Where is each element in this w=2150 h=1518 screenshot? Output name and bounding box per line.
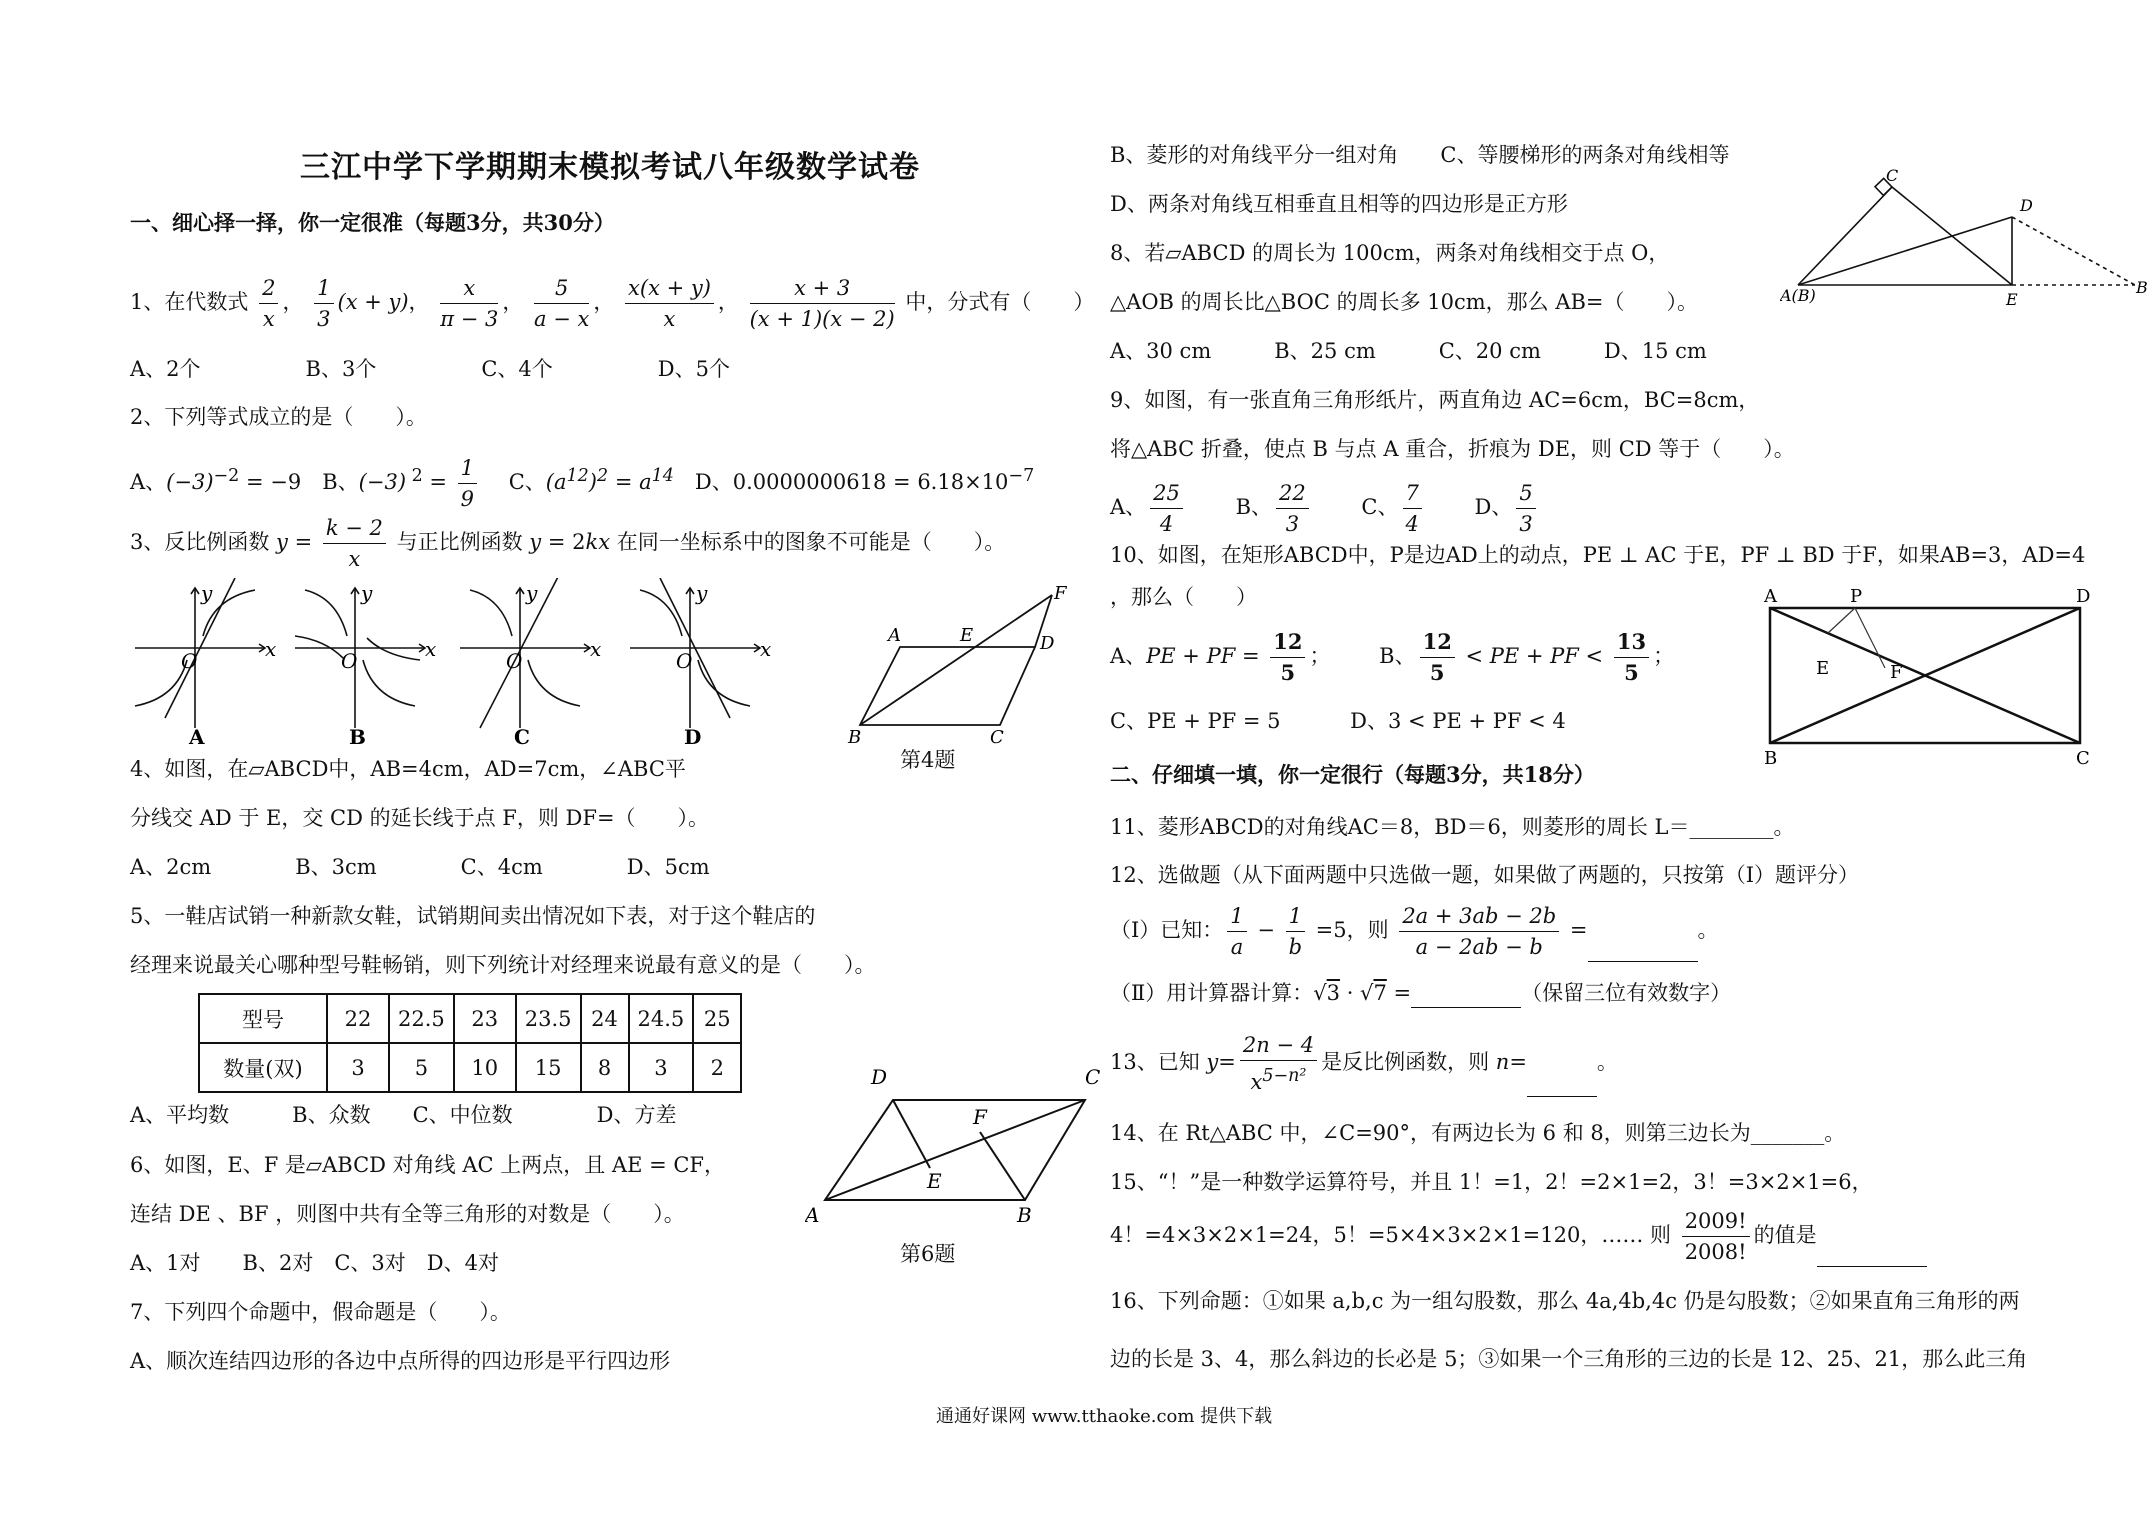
- q10-label-b: B: [1764, 748, 1778, 768]
- q3-label-b: B: [349, 725, 366, 748]
- q16-line-2: 边的长是 3、4，那么斜边的长必是 5；③如果一个三角形的三边的长是 12、25、21，那么此三角: [1110, 1347, 2028, 1371]
- q15-line-2: 4！=4×3×2×1=24，5！=5×4×3×2×1=120，…… 则 $\frac{2009!}{2008!}$ 的值是: [1110, 1205, 1927, 1267]
- q9-label-e: E: [2006, 290, 2018, 309]
- q9-line-2: 将△ABC 折叠，使点 B 与点 A 重合，折痕为 DE，则 CD 等于（ ）。: [1110, 437, 1795, 461]
- svg-text:O: O: [181, 649, 198, 673]
- q10-line-1: 10、如图，在矩形ABCD中，P是边AD上的动点，PE ⊥ AC 于E，PF ⊥ BD 于F，如果AB=3，AD=4: [1110, 543, 2086, 567]
- q1-options: A、2个 B、3个 C、4个 D、5个: [130, 357, 730, 381]
- q3-label-a: A: [189, 725, 205, 748]
- q9-label-b: B: [2136, 278, 2148, 297]
- q10-option-d: D、3 < PE + PF < 4: [1350, 709, 1566, 733]
- q7-option-bc: B、菱形的对角线平分一组对角 C、等腰梯形的两条对角线相等: [1110, 143, 1730, 167]
- table-cell: 25: [693, 994, 741, 1043]
- q14: 14、在 Rt△ABC 中，∠C=90°，有两边长为 6 和 8，则第三边长为_______。: [1110, 1121, 1846, 1145]
- svg-text:x: x: [590, 637, 602, 661]
- table-cell: 数量(双): [199, 1043, 327, 1092]
- q1-term-4: $\frac{5}{a - x}$: [534, 273, 589, 334]
- q7-option-d: D、两条对角线互相垂直且相等的四边形是正方形: [1110, 192, 1568, 216]
- table-cell: 8: [581, 1043, 629, 1092]
- table-row: [199, 994, 741, 1043]
- q6-label-d: D: [871, 1065, 888, 1089]
- q10-figure: [1750, 588, 2100, 768]
- q3-label-c: C: [514, 725, 530, 748]
- table-cell: 5: [389, 1043, 454, 1092]
- q8-options: A、30 cm B、25 cm C、20 cm D、15 cm: [1110, 339, 1707, 363]
- svg-text:x: x: [265, 637, 277, 661]
- q6-label-b: B: [1017, 1203, 1032, 1227]
- q6-line-2: 连结 DE 、BF ，则图中共有全等三角形的对数是（ ）。: [130, 1202, 685, 1226]
- q3-graphs: [125, 578, 785, 748]
- section-1-heading: 一、细心择一择，你一定很准（每题3分，共30分）: [130, 210, 615, 235]
- q6-label-e: E: [927, 1169, 942, 1193]
- q10-label-p: P: [1850, 588, 1863, 607]
- q10-options-ab: A、PE + PF = $\frac{12}{5}$ ； B、 $\frac{12}{5}$ < PE + PF < $\frac{13}{5}$ ；: [1110, 629, 1675, 685]
- svg-text:x: x: [425, 637, 437, 661]
- q4-caption: 第4题: [900, 748, 956, 772]
- q3-stem: 3、反比例函数 y = $\frac{k - 2}{x}$ 与正比例函数 y = 2kx 在同一坐标系中的图象不可能是（ ）。: [130, 512, 1005, 574]
- table-cell: 22.5: [389, 994, 454, 1043]
- q4-label-c: C: [990, 727, 1004, 748]
- q15-line-1: 15、“！”是一种数学运算符号，并且 1！=1，2！=2×1=2，3！=3×2×1=6，: [1110, 1170, 1873, 1194]
- q10-label-e: E: [1816, 658, 1830, 679]
- q10-label-f: F: [1890, 662, 1903, 683]
- table-cell: 型号: [199, 994, 327, 1043]
- q9-line-1: 9、如图，有一张直角三角形纸片，两直角边 AC=6cm，BC=8cm，: [1110, 388, 1760, 412]
- q4-options: A、2cm B、3cm C、4cm D、5cm: [130, 855, 710, 879]
- table-cell: 2: [693, 1043, 741, 1092]
- q1-prefix: 1、在代数式: [130, 290, 249, 314]
- table-cell: 24.5: [629, 994, 694, 1043]
- q1-term-5: $\frac{x(x + y)}{x}$: [625, 273, 714, 334]
- svg-text:x: x: [760, 637, 772, 661]
- q9-label-d: D: [2020, 196, 2033, 215]
- page-title: 三江中学下学期期末模拟考试八年级数学试卷: [300, 150, 920, 185]
- q16-line-1: 16、下列命题：①如果 a,b,c 为一组勾股数，那么 4a,4b,4c 仍是勾股数；②如果直角三角形的两: [1110, 1289, 2020, 1313]
- q5-options: A、平均数 B、众数 C、中位数 D、方差: [130, 1103, 677, 1127]
- section-2-heading: 二、仔细填一填，你一定很行（每题3分，共18分）: [1110, 762, 1595, 787]
- q10-label-c: C: [2076, 748, 2090, 768]
- svg-text:y: y: [201, 581, 213, 605]
- q2-stem: 2、下列等式成立的是（ ）。: [130, 405, 427, 429]
- q12-part-1: （Ⅰ）已知： $\frac{1}{a}$ − $\frac{1}{b}$ =5，则 $\frac{2a + 3ab - 2b}{a - 2ab - b}$ = 。: [1110, 900, 1719, 962]
- q5-line-1: 5、一鞋店试销一种新款女鞋，试销期间卖出情况如下表，对于这个鞋店的: [130, 904, 816, 928]
- table-cell: 23: [454, 994, 516, 1043]
- q10-option-c: C、PE + PF = 5: [1110, 709, 1281, 733]
- q6-options: A、1对 B、2对 C、3对 D、4对: [130, 1251, 499, 1275]
- q9-options: A、 $\frac{25}{4}$ B、 $\frac{22}{3}$ C、 $\frac{7}{4}$ D、 $\frac{5}{3}$: [1110, 477, 1540, 539]
- q8-line-1: 8、若▱ABCD 的周长为 100cm，两条对角线相交于点 O，: [1110, 241, 1670, 265]
- table-cell: 15: [516, 1043, 581, 1092]
- svg-text:O: O: [506, 649, 523, 673]
- q4-label-f: F: [1054, 585, 1067, 604]
- q4-line-1: 4、如图，在▱ABCD中，AB=4cm，AD=7cm，∠ABC平: [130, 757, 686, 781]
- table-cell: 22: [327, 994, 389, 1043]
- q6-label-c: C: [1085, 1065, 1101, 1089]
- q1-term-3: $\frac{x}{\pi - 3}$: [440, 273, 498, 334]
- q5-line-2: 经理来说最关心哪种型号鞋畅销，则下列统计对经理来说最有意义的是（ ）。: [130, 953, 876, 977]
- q6-label-f: F: [973, 1105, 987, 1129]
- svg-text:y: y: [526, 581, 538, 605]
- q7-option-a: A、顺次连结四边形的各边中点所得的四边形是平行四边形: [130, 1349, 671, 1373]
- q9-label-c: C: [1886, 166, 1899, 185]
- q12-part-2: （Ⅱ）用计算器计算：√3 · √7 = （保留三位有效数字）: [1110, 978, 1731, 1008]
- table-cell: 24: [581, 994, 629, 1043]
- q10-line-2: ，那么（ ）: [1110, 585, 1257, 609]
- q4-label-a: A: [888, 625, 901, 646]
- svg-text:O: O: [676, 649, 693, 673]
- table-cell: 10: [454, 1043, 516, 1092]
- table-cell: 23.5: [516, 994, 581, 1043]
- q1-term-6: $\frac{x + 3}{(x + 1)(x - 2)}$: [750, 273, 895, 334]
- q7-stem: 7、下列四个命题中，假命题是（ ）。: [130, 1300, 511, 1324]
- table-cell: 3: [629, 1043, 694, 1092]
- q10-label-a: A: [1764, 588, 1777, 607]
- q4-label-b: B: [848, 727, 862, 748]
- q4-label-e: E: [960, 625, 974, 646]
- q5-table: [198, 993, 742, 1093]
- q13: 13、已知 y= $\frac{2n - 4}{x^{5-n^2}}$ 是反比例函数，则 n= 。: [1110, 1030, 1618, 1097]
- q11: 11、菱形ABCD的对角线AC＝8，BD＝6，则菱形的周长 L＝________。: [1110, 815, 1795, 839]
- q4-figure: [840, 585, 1080, 755]
- q2-options: A、$(-3)^{-2} = -9$ B、(−3) $^2$ = $\frac{1}{9}$ C、$(a^{12})^2 = a^{14}$ D、$0.0000000618 = 6.18\times 10^{-7}$: [130, 446, 1034, 514]
- svg-text:O: O: [341, 649, 358, 673]
- q9-figure: [1780, 165, 2150, 315]
- svg-text:y: y: [696, 581, 708, 605]
- q6-label-a: A: [805, 1203, 820, 1227]
- q8-line-2: △AOB 的周长比△BOC 的周长多 10cm，那么 AB=（ ）。: [1110, 290, 1699, 314]
- q4-label-d: D: [1040, 633, 1055, 654]
- q3-label-d: D: [684, 725, 702, 748]
- q9-label-ab: A(B): [1780, 286, 1816, 305]
- q6-figure: [805, 1060, 1105, 1240]
- q10-options-cd: [1110, 706, 1566, 736]
- table-cell: 3: [327, 1043, 389, 1092]
- table-row: [199, 1043, 741, 1092]
- q1-term-2: $\frac{1}{3}$: [314, 273, 333, 334]
- question-1: 1、在代数式 $\frac{2}{x}$ ， $\frac{1}{3}$ (x + y)， $\frac{x}{\pi - 3}$ ， $\frac{5}{a - x}$ ， $\frac{x(x + y)}{x}$ ， $\frac{x + 3}{(x + 1)(x - 2)}$ 中，分式有（ ）: [130, 272, 1094, 334]
- q6-caption: 第6题: [900, 1242, 956, 1266]
- q12-stem: 12、选做题（从下面两题中只选做一题，如果做了两题的，只按第（Ⅰ）题评分）: [1110, 863, 1860, 887]
- svg-text:y: y: [361, 581, 373, 605]
- q4-line-2: 分线交 AD 于 E，交 CD 的延长线于点 F，则 DF=（ ）。: [130, 806, 710, 830]
- q1-term-1: $\frac{2}{x}$: [259, 273, 278, 334]
- footer-source: 通通好课网 www.tthaoke.com 提供下载: [936, 1406, 1273, 1427]
- q6-line-1: 6、如图，E、F 是▱ABCD 对角线 AC 上两点，且 AE = CF，: [130, 1153, 725, 1177]
- q10-label-d: D: [2076, 588, 2091, 607]
